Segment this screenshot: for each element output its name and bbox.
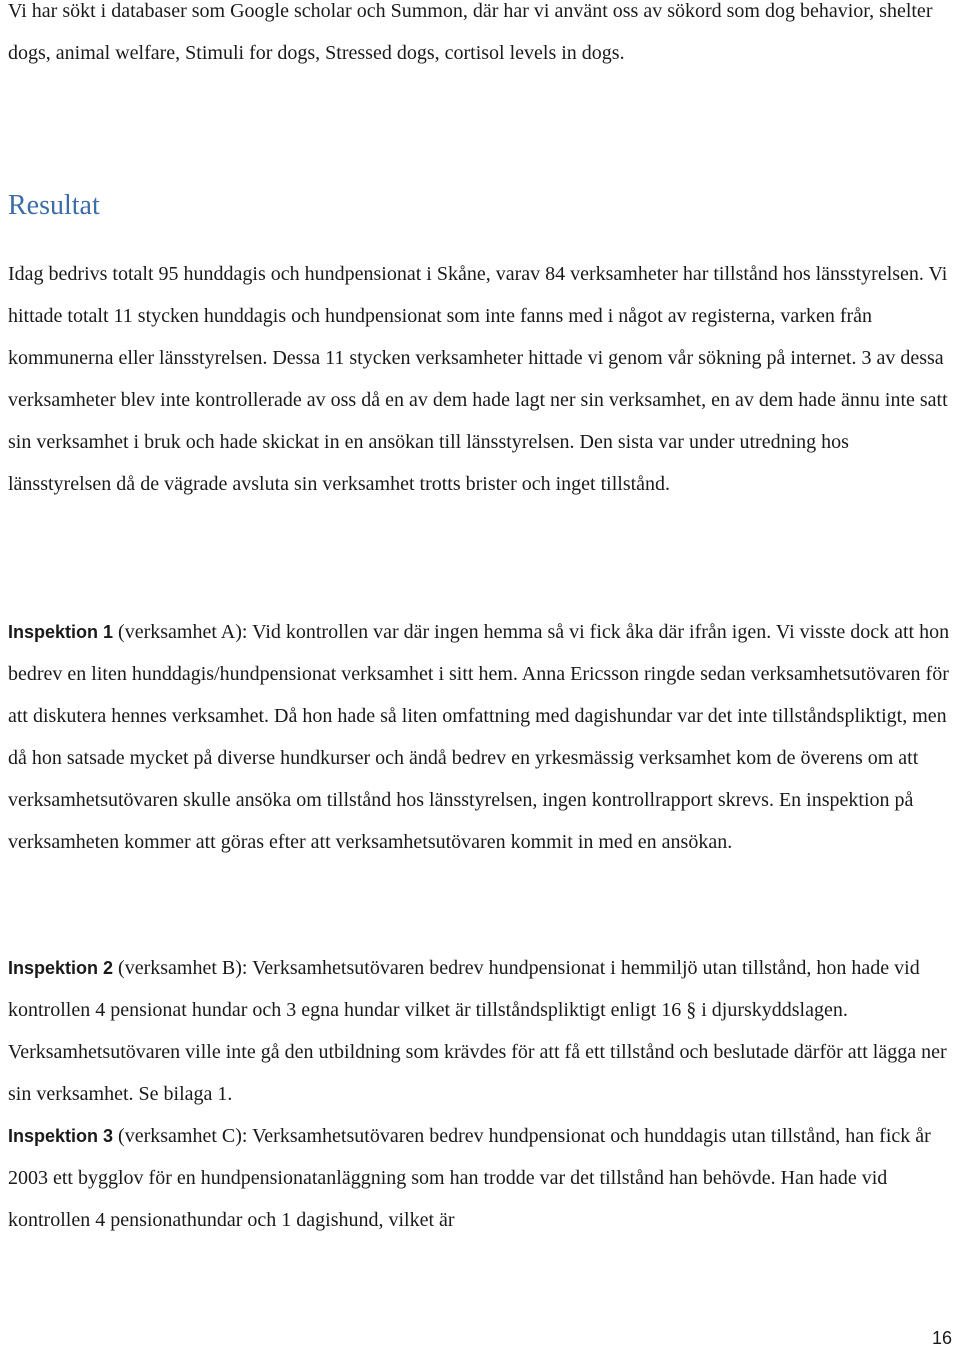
results-paragraph: Idag bedrivs totalt 95 hunddagis och hundpensionat i Skåne, varav 84 verksamheter har tillstånd hos länsstyrelsen. Vi hittade totalt 11 stycken hunddagis och hundpensionat som inte fanns med i något av registerna, varken från kommunerna eller länsstyrelsen. Dessa 11 stycken verksamheter hittade vi genom vår sökning på internet. 3 av dessa verksamheter blev inte kontrollerade av oss då en av dem hade lagt ner sin verksamhet, en av dem hade ännu inte satt sin verksamhet i bruk och hade skickat in en ansökan till länsstyrelsen. Den sista var under utredning hos länsstyrelsen då de vägrade avsluta sin verksamhet trotts brister och inget tillstånd.: [8, 263, 948, 495]
inspection-3-paragraph: [8, 1115, 952, 1241]
section-heading-resultat: Resultat: [8, 190, 100, 221]
inspection-2-text: (verksamhet B): Verksamhetsutövaren bedrev hundpensionat i hemmiljö utan tillstånd, hon hade vid kontrollen 4 pensionat hundar och 3 egna hundar vilket är tillståndspliktigt enligt 16 § i djurskyddslagen. Verksamhetsutövaren ville inte gå den utbildning som krävdes för att få ett tillstånd och beslutade därför att lägga ner sin verksamhet. Se bilaga 1.: [8, 957, 947, 1105]
inspection-2-label: Inspektion 2: [8, 958, 114, 978]
inspection-3-label: Inspektion 3: [8, 1126, 114, 1146]
intro-paragraph: Vi har sökt i databaser som Google scholar och Summon, där har vi använt oss av sökord som dog behavior, shelter dogs, animal welfare, Stimuli for dogs, Stressed dogs, cortisol levels in dogs.: [8, 0, 933, 64]
inspection-1-label: Inspektion 1: [8, 622, 114, 642]
inspection-3-text: (verksamhet C): Verksamhetsutövaren bedrev hundpensionat och hunddagis utan tillstånd, han fick år 2003 ett bygglov för en hundpensionatanläggning som han trodde var det tillstånd han behövde. Han hade vid kontrollen 4 pensionathundar och 1 dagishund, vilket är: [8, 1125, 931, 1231]
inspection-1-paragraph: [8, 611, 952, 863]
inspection-1-text: (verksamhet A): Vid kontrollen var där ingen hemma så vi fick åka där ifrån igen. Vi visste dock att hon bedrev en liten hunddagis/hundpensionat verksamhet i sitt hem. Anna Ericsson ringde sedan verksamhetsutövaren för att diskutera hennes verksamhet. Då hon hade så liten omfattning med dagishundar var det inte tillståndspliktigt, men då hon satsade mycket på diverse hundkurser och ändå bedrev en yrkesmässig verksamhet kom de överens om att verksamhetsutövaren skulle ansöka om tillstånd hos länsstyrelsen, ingen kontrollrapport skrevs. En inspektion på verksamheten kommer att göras efter att verksamhetsutövaren kommit in med en ansökan.: [8, 621, 950, 853]
page-number: 16: [931, 1328, 952, 1348]
inspection-2-paragraph: [8, 947, 952, 1115]
